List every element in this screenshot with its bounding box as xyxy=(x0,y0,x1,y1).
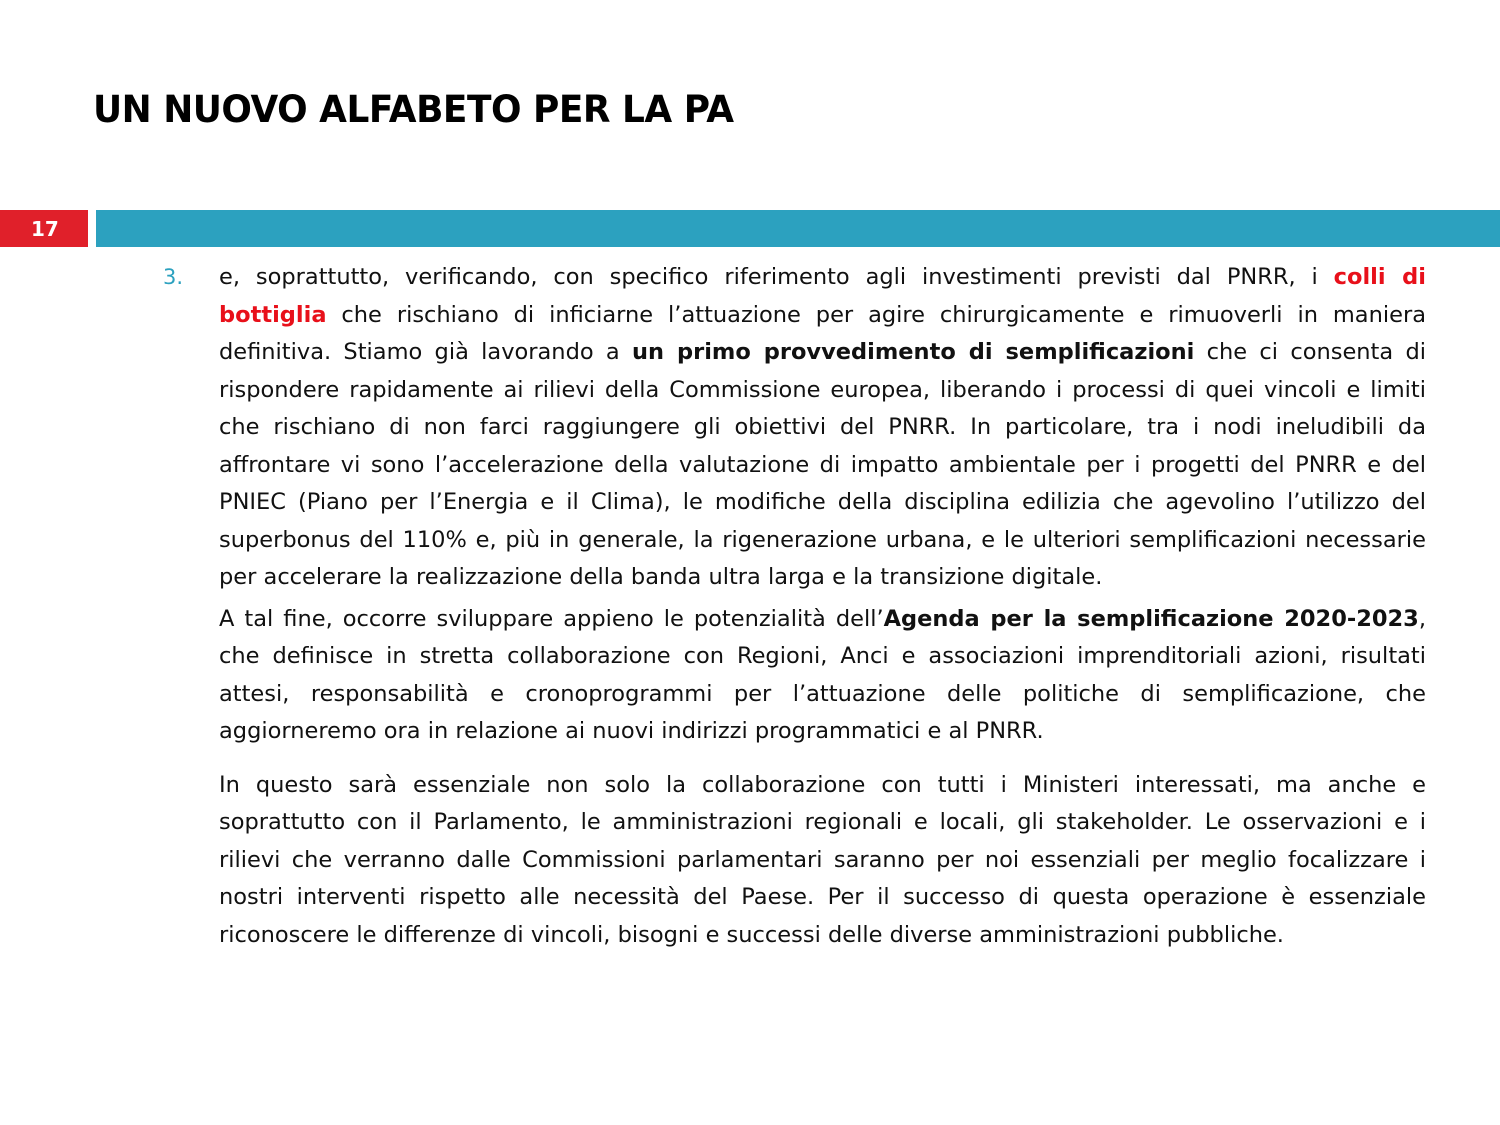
slide-body xyxy=(163,259,1426,954)
paragraph-text: che ci consenta di rispondere rapidamente ai rilievi della Commissione europea, liberando i processi di quei vincoli e limiti che rischiano di non farci raggiungere gli obiettivi del PNRR. In particolare, tra i nodi ineludibili da affrontare vi sono l’accelerazione della valutazione di impatto ambientale per i progetti del PNRR e del PNIEC (Piano per l’Energia e il Clima), le modifiche della disciplina edilizia che agevolino l’utilizzo del superbonus del 110% e, più in generale, la rigenerazione urbana, e le ulteriori semplificazioni necessarie per accelerare la realizzazione della banda ultra larga e la transizione digitale. xyxy=(219,339,1426,590)
paragraph-text: A tal fine, occorre sviluppare appieno le potenzialità dell’ xyxy=(219,605,884,632)
paragraph-text: , che definisce in stretta collaborazione con Regioni, Anci e associazioni imprenditoriali azioni, risultati attesi, responsabilità e cronoprogrammi per l’attuazione delle politiche di semplificazione, che aggiorneremo ora in relazione ai nuovi indirizzi programmatici e al PNRR. xyxy=(219,605,1426,744)
bold-simplification-measure: un primo provvedimento di semplificazioni xyxy=(631,339,1195,365)
paragraph-text: In questo sarà essenziale non solo la collaborazione con tutti i Ministeri interessati, ma anche e soprattutto con il Parlamento, le amministrazioni regionali e locali, gli stakeholder. Le osservazioni e i rilievi che verranno dalle Commissioni parlamentari saranno per noi essenziali per meglio focalizzare i nostri interventi rispetto alle necessità del Paese. Per il successo di questa operazione è essenziale riconoscere le differenze di vincoli, bisogni e successi delle diverse amministrazioni pubbliche. xyxy=(219,771,1426,948)
list-number: 3. xyxy=(163,265,184,289)
paragraph-collaboration xyxy=(219,767,1426,955)
highlight-bottlenecks: colli di bottiglia xyxy=(219,264,1426,328)
paragraph-text: che rischiano di inficiarne l’attuazione per agire chirurgicamente e rimuoverli in maniera definitiva. Stiamo già lavorando a xyxy=(219,301,1426,365)
bold-agenda-title: Agenda per la semplificazione 2020-2023 xyxy=(883,605,1419,632)
page-number-badge xyxy=(0,210,88,247)
paragraph-bottlenecks xyxy=(219,259,1426,597)
slide-title: UN NUOVO ALFABETO PER LA PA xyxy=(93,88,734,131)
paragraph-text: e, soprattutto, verificando, con specifico riferimento agli investimenti previsti dal PNRR, i xyxy=(219,264,1334,290)
page-number: 17 xyxy=(31,216,59,241)
accent-bar xyxy=(96,210,1500,247)
paragraph-agenda xyxy=(219,601,1426,751)
